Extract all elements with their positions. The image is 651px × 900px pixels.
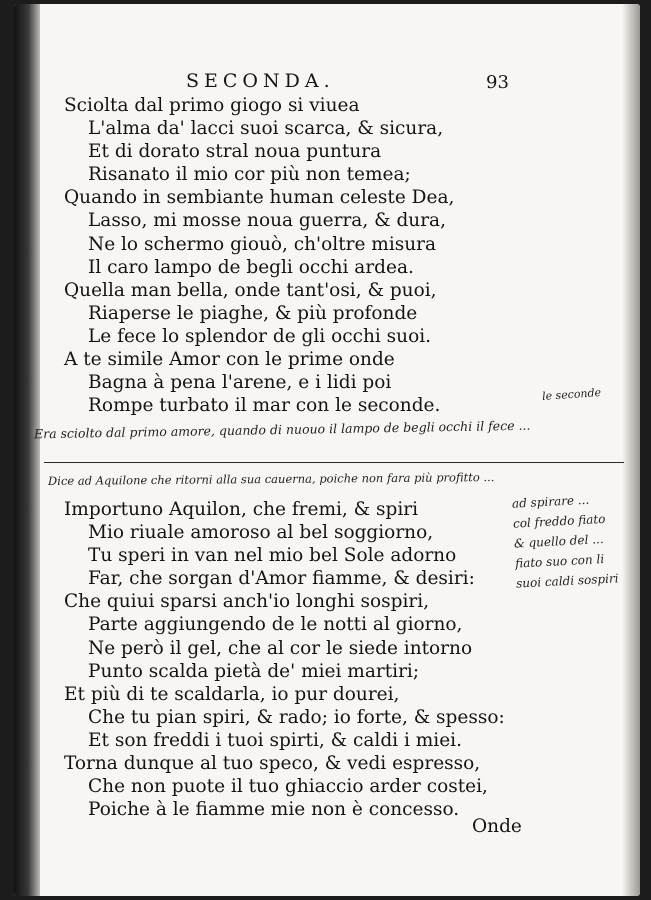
running-head: SECONDA. (186, 70, 335, 92)
margin-note-line: & quello del ... (513, 532, 604, 551)
verse-line: Et più di te scaldarla, io pur dourei, (64, 683, 400, 705)
verse-line: Parte aggiungendo de le notti al giorno, (88, 614, 463, 636)
verse-line: Ne però il gel, che al cor le siede intorno (88, 637, 473, 659)
catchword: Onde (472, 816, 522, 837)
verse-line: Punto scalda pietà de' miei martiri; (88, 660, 420, 682)
verse-line: Tu speri in van nel mio bel Sole adorno (88, 545, 457, 567)
verse-line: A te simile Amor con le prime onde (64, 349, 395, 371)
verse-line: L'alma da' lacci suoi scarca, & sicura, (88, 118, 444, 140)
margin-note-line: ad spirare ... (511, 492, 590, 511)
handwritten-margin-note: le seconde (541, 385, 602, 404)
book-page (14, 4, 640, 896)
verse-line: Mio riuale amoroso al bel soggiorno, (88, 522, 434, 544)
book-spine-shadow (14, 4, 40, 896)
verse-line: Et di dorato stral noua puntura (88, 141, 382, 163)
verse-line: Risanato il mio cor più non temea; (88, 164, 411, 186)
verse-line: Torna dunque al tuo speco, & vedi espresso, (64, 753, 481, 775)
page-edge-shadow (622, 4, 640, 896)
verse-line: Importuno Aquilon, che fremi, & spiri (64, 499, 419, 520)
sonnet-1 (64, 94, 534, 417)
verse-line: Et son freddi i tuoi spirti, & caldi i miei. (88, 729, 462, 751)
verse-line: Ne lo schermo giouò, ch'oltre misura (88, 233, 437, 255)
verse-line: Rompe turbato il mar con le seconde. (88, 395, 441, 417)
verse-line: Far, che sorgan d'Amor fiamme, & desiri: (88, 568, 475, 590)
verse-line: Quando in sembiante human celeste Dea, (64, 187, 455, 209)
verse-line: Il caro lampo de begli occhi ardea. (88, 256, 414, 278)
margin-note-line: suoi caldi sospiri (515, 571, 619, 591)
verse-line: Che non puote il tuo ghiaccio arder costei, (88, 776, 488, 798)
sonnet-2 (64, 498, 534, 821)
handwritten-note: Dice ad Aquilone che ritorni alla sua cauerna, poiche non fara più profitto ... (47, 470, 495, 488)
verse-line: Riaperse le piaghe, & più profonde (88, 302, 418, 324)
verse-line: Che tu pian spiri, & rado; io forte, & spesso: (88, 706, 505, 728)
margin-note-line: fiato suo con li (514, 551, 605, 571)
handwritten-note: Era sciolto dal primo amore, quando di nuouo il lampo de begli occhi il fece ... (33, 417, 531, 442)
verse-line: Bagna à pena l'arene, e i lidi poi (88, 372, 392, 394)
verse-line: Poiche à le fiamme mie non è concesso. (88, 799, 460, 821)
page-number: 93 (486, 72, 509, 93)
verse-line: Quella man bella, onde tant'osi, & puoi, (64, 279, 437, 301)
verse-line: Lasso, mi mosse noua guerra, & dura, (88, 210, 446, 232)
divider-line (44, 462, 624, 463)
verse-line: Le fece lo splendor de gli occhi suoi. (88, 325, 431, 347)
verse-line: Sciolta dal primo giogo si viuea (64, 95, 360, 116)
verse-line: Che quiui sparsi anch'io longhi sospiri, (64, 591, 430, 613)
margin-note-line: col freddo fiato (512, 511, 606, 531)
